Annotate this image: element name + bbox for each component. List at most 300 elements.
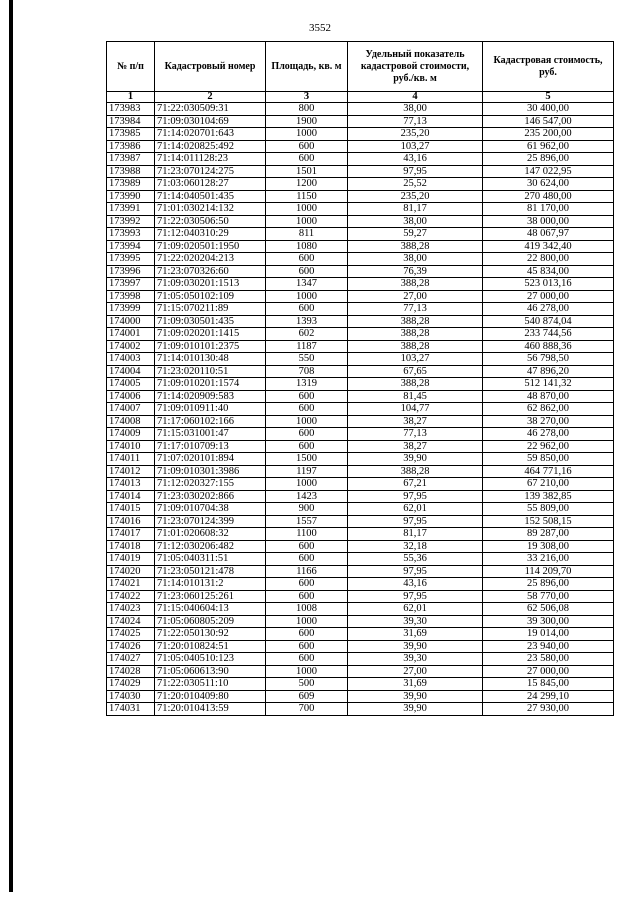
cadastral-value-cell: 55 809,00 xyxy=(483,503,614,516)
table-row xyxy=(107,353,614,366)
cadastral-value-cell: 540 874,04 xyxy=(483,315,614,328)
cadastral-number-cell: 71:09:010704:38 xyxy=(155,503,266,516)
area-cell: 600 xyxy=(266,553,348,566)
header-cadastral-value: Кадастровая стоимость, руб. xyxy=(483,42,614,92)
cadastral-value-cell: 25 896,00 xyxy=(483,578,614,591)
row-number-cell: 174014 xyxy=(107,490,155,503)
area-cell: 600 xyxy=(266,253,348,266)
cadastral-value-cell: 23 580,00 xyxy=(483,653,614,666)
table-row xyxy=(107,290,614,303)
row-number-cell: 174026 xyxy=(107,640,155,653)
area-cell: 600 xyxy=(266,153,348,166)
cadastral-value-cell: 27 000,00 xyxy=(483,665,614,678)
unit-rate-cell: 39,90 xyxy=(348,640,483,653)
cadastral-value-cell: 512 141,32 xyxy=(483,378,614,391)
unit-rate-cell: 59,27 xyxy=(348,228,483,241)
row-number-cell: 174010 xyxy=(107,440,155,453)
row-number-cell: 173997 xyxy=(107,278,155,291)
table-row xyxy=(107,440,614,453)
cadastral-number-cell: 71:14:010131:2 xyxy=(155,578,266,591)
cadastral-value-cell: 46 278,00 xyxy=(483,303,614,316)
cadastral-number-cell: 71:23:070124:399 xyxy=(155,515,266,528)
unit-rate-cell: 97,95 xyxy=(348,590,483,603)
cadastral-value-cell: 39 300,00 xyxy=(483,615,614,628)
unit-rate-cell: 55,36 xyxy=(348,553,483,566)
table-row xyxy=(107,265,614,278)
row-number-cell: 173983 xyxy=(107,103,155,116)
cadastral-number-cell: 71:23:020110:51 xyxy=(155,365,266,378)
row-number-cell: 174000 xyxy=(107,315,155,328)
cadastral-value-cell: 48 870,00 xyxy=(483,390,614,403)
row-number-cell: 174028 xyxy=(107,665,155,678)
column-number: 5 xyxy=(483,92,614,103)
table-row xyxy=(107,278,614,291)
area-cell: 1319 xyxy=(266,378,348,391)
cadastral-value-cell: 15 845,00 xyxy=(483,678,614,691)
area-cell: 500 xyxy=(266,678,348,691)
row-number-cell: 174011 xyxy=(107,453,155,466)
table-row xyxy=(107,253,614,266)
unit-rate-cell: 43,16 xyxy=(348,153,483,166)
unit-rate-cell: 25,52 xyxy=(348,178,483,191)
area-cell: 1166 xyxy=(266,565,348,578)
row-number-cell: 174020 xyxy=(107,565,155,578)
row-number-cell: 173994 xyxy=(107,240,155,253)
area-cell: 708 xyxy=(266,365,348,378)
cadastral-value-cell: 45 834,00 xyxy=(483,265,614,278)
cadastral-number-cell: 71:14:020909:583 xyxy=(155,390,266,403)
table-row xyxy=(107,503,614,516)
unit-rate-cell: 31,69 xyxy=(348,678,483,691)
area-cell: 1900 xyxy=(266,115,348,128)
row-number-cell: 174015 xyxy=(107,503,155,516)
area-cell: 1080 xyxy=(266,240,348,253)
cadastral-number-cell: 71:09:020501:1950 xyxy=(155,240,266,253)
cadastral-number-cell: 71:23:070124:275 xyxy=(155,165,266,178)
table-row xyxy=(107,590,614,603)
area-cell: 1000 xyxy=(266,615,348,628)
row-number-cell: 174023 xyxy=(107,603,155,616)
unit-rate-cell: 32,18 xyxy=(348,540,483,553)
column-number: 2 xyxy=(155,92,266,103)
table-row xyxy=(107,303,614,316)
cadastral-number-cell: 71:17:060102:166 xyxy=(155,415,266,428)
row-number-cell: 173988 xyxy=(107,165,155,178)
table-row xyxy=(107,415,614,428)
area-cell: 1150 xyxy=(266,190,348,203)
table-row xyxy=(107,578,614,591)
row-number-cell: 173992 xyxy=(107,215,155,228)
area-cell: 1500 xyxy=(266,453,348,466)
cadastral-number-cell: 71:14:020825:492 xyxy=(155,140,266,153)
area-cell: 600 xyxy=(266,403,348,416)
cadastral-value-cell: 523 013,16 xyxy=(483,278,614,291)
table-row xyxy=(107,478,614,491)
row-number-cell: 174013 xyxy=(107,478,155,491)
cadastral-value-cell: 19 014,00 xyxy=(483,628,614,641)
cadastral-value-cell: 460 888,36 xyxy=(483,340,614,353)
row-number-cell: 174006 xyxy=(107,390,155,403)
row-number-cell: 174024 xyxy=(107,615,155,628)
column-number-row xyxy=(107,92,614,103)
table-row xyxy=(107,378,614,391)
table-row xyxy=(107,553,614,566)
cadastral-value-cell: 33 216,00 xyxy=(483,553,614,566)
cadastral-number-cell: 71:12:020327:155 xyxy=(155,478,266,491)
row-number-cell: 174016 xyxy=(107,515,155,528)
table-row xyxy=(107,315,614,328)
table-row xyxy=(107,365,614,378)
row-number-cell: 174001 xyxy=(107,328,155,341)
header-area: Площадь, кв. м xyxy=(266,42,348,92)
cadastral-value-cell: 38 000,00 xyxy=(483,215,614,228)
area-cell: 1008 xyxy=(266,603,348,616)
table-row xyxy=(107,678,614,691)
cadastral-value-cell: 61 962,00 xyxy=(483,140,614,153)
row-number-cell: 174031 xyxy=(107,703,155,716)
area-cell: 1000 xyxy=(266,215,348,228)
unit-rate-cell: 27,00 xyxy=(348,290,483,303)
area-cell: 1347 xyxy=(266,278,348,291)
cadastral-number-cell: 71:23:050121:478 xyxy=(155,565,266,578)
cadastral-value-cell: 30 400,00 xyxy=(483,103,614,116)
unit-rate-cell: 39,90 xyxy=(348,453,483,466)
row-number-cell: 174029 xyxy=(107,678,155,691)
area-cell: 1000 xyxy=(266,665,348,678)
cadastral-value-cell: 30 624,00 xyxy=(483,178,614,191)
cadastral-value-cell: 419 342,40 xyxy=(483,240,614,253)
unit-rate-cell: 388,28 xyxy=(348,278,483,291)
unit-rate-cell: 81,45 xyxy=(348,390,483,403)
cadastral-number-cell: 71:09:030501:435 xyxy=(155,315,266,328)
cadastral-value-cell: 58 770,00 xyxy=(483,590,614,603)
column-number: 3 xyxy=(266,92,348,103)
unit-rate-cell: 77,13 xyxy=(348,428,483,441)
area-cell: 600 xyxy=(266,428,348,441)
area-cell: 1501 xyxy=(266,165,348,178)
cadastral-value-cell: 19 308,00 xyxy=(483,540,614,553)
header-cadastral-number: Кадастровый номер xyxy=(155,42,266,92)
unit-rate-cell: 235,20 xyxy=(348,190,483,203)
cadastral-value-cell: 235 200,00 xyxy=(483,128,614,141)
table-header xyxy=(107,42,614,92)
cadastral-value-cell: 23 940,00 xyxy=(483,640,614,653)
unit-rate-cell: 39,90 xyxy=(348,690,483,703)
cadastral-value-cell: 270 480,00 xyxy=(483,190,614,203)
row-number-cell: 173984 xyxy=(107,115,155,128)
cadastral-number-cell: 71:09:030104:69 xyxy=(155,115,266,128)
table-row xyxy=(107,453,614,466)
table-row xyxy=(107,215,614,228)
area-cell: 1423 xyxy=(266,490,348,503)
cadastral-number-cell: 71:05:040510:123 xyxy=(155,653,266,666)
table-row xyxy=(107,565,614,578)
table-row xyxy=(107,203,614,216)
row-number-cell: 173993 xyxy=(107,228,155,241)
unit-rate-cell: 235,20 xyxy=(348,128,483,141)
area-cell: 1000 xyxy=(266,290,348,303)
area-cell: 600 xyxy=(266,628,348,641)
cadastral-value-cell: 464 771,16 xyxy=(483,465,614,478)
area-cell: 1000 xyxy=(266,128,348,141)
cadastral-number-cell: 71:17:010709:13 xyxy=(155,440,266,453)
cadastral-value-cell: 81 170,00 xyxy=(483,203,614,216)
column-number: 1 xyxy=(107,92,155,103)
table-row xyxy=(107,540,614,553)
cadastral-number-cell: 71:20:010413:59 xyxy=(155,703,266,716)
cadastral-value-cell: 59 850,00 xyxy=(483,453,614,466)
cadastral-value-cell: 56 798,50 xyxy=(483,353,614,366)
unit-rate-cell: 38,00 xyxy=(348,253,483,266)
row-number-cell: 174030 xyxy=(107,690,155,703)
unit-rate-cell: 388,28 xyxy=(348,240,483,253)
table-row xyxy=(107,615,614,628)
row-number-cell: 174022 xyxy=(107,590,155,603)
row-number-cell: 173987 xyxy=(107,153,155,166)
cadastral-value-cell: 233 744,56 xyxy=(483,328,614,341)
row-number-cell: 173998 xyxy=(107,290,155,303)
cadastral-number-cell: 71:05:050102:109 xyxy=(155,290,266,303)
row-number-cell: 174019 xyxy=(107,553,155,566)
table-row xyxy=(107,115,614,128)
table-row xyxy=(107,603,614,616)
header-row xyxy=(107,42,614,92)
cadastral-number-cell: 71:09:010101:2375 xyxy=(155,340,266,353)
cadastral-value-cell: 146 547,00 xyxy=(483,115,614,128)
row-number-cell: 173989 xyxy=(107,178,155,191)
cadastral-value-cell: 48 067,97 xyxy=(483,228,614,241)
area-cell: 1197 xyxy=(266,465,348,478)
cadastral-number-cell: 71:22:030509:31 xyxy=(155,103,266,116)
table-row xyxy=(107,490,614,503)
row-number-cell: 174004 xyxy=(107,365,155,378)
unit-rate-cell: 67,21 xyxy=(348,478,483,491)
cadastral-number-cell: 71:01:030214:132 xyxy=(155,203,266,216)
unit-rate-cell: 97,95 xyxy=(348,165,483,178)
cadastral-number-cell: 71:22:030511:10 xyxy=(155,678,266,691)
cadastral-value-cell: 139 382,85 xyxy=(483,490,614,503)
table-row xyxy=(107,403,614,416)
row-number-cell: 173991 xyxy=(107,203,155,216)
area-cell: 600 xyxy=(266,578,348,591)
header-unit-rate: Удельный показатель кадастровой стоимости, руб./кв. м xyxy=(348,42,483,92)
row-number-cell: 174002 xyxy=(107,340,155,353)
cadastral-value-cell: 25 896,00 xyxy=(483,153,614,166)
cadastral-value-cell: 114 209,70 xyxy=(483,565,614,578)
area-cell: 1000 xyxy=(266,203,348,216)
row-number-cell: 173990 xyxy=(107,190,155,203)
cadastral-value-cell: 38 270,00 xyxy=(483,415,614,428)
row-number-cell: 173996 xyxy=(107,265,155,278)
unit-rate-cell: 388,28 xyxy=(348,340,483,353)
row-number-cell: 174027 xyxy=(107,653,155,666)
area-cell: 1187 xyxy=(266,340,348,353)
cadastral-value-cell: 22 800,00 xyxy=(483,253,614,266)
cadastral-number-cell: 71:20:010824:51 xyxy=(155,640,266,653)
unit-rate-cell: 97,95 xyxy=(348,490,483,503)
table-row xyxy=(107,428,614,441)
cadastral-number-cell: 71:22:020204:213 xyxy=(155,253,266,266)
row-number-cell: 174009 xyxy=(107,428,155,441)
left-margin-bar xyxy=(9,0,13,892)
table-row xyxy=(107,515,614,528)
table-row xyxy=(107,240,614,253)
table-row xyxy=(107,465,614,478)
row-number-cell: 173995 xyxy=(107,253,155,266)
row-number-cell: 174003 xyxy=(107,353,155,366)
row-number-cell: 173999 xyxy=(107,303,155,316)
table-row xyxy=(107,178,614,191)
cadastral-value-cell: 89 287,00 xyxy=(483,528,614,541)
row-number-cell: 174007 xyxy=(107,403,155,416)
unit-rate-cell: 77,13 xyxy=(348,115,483,128)
area-cell: 1557 xyxy=(266,515,348,528)
table-row xyxy=(107,153,614,166)
unit-rate-cell: 31,69 xyxy=(348,628,483,641)
unit-rate-cell: 97,95 xyxy=(348,565,483,578)
area-cell: 609 xyxy=(266,690,348,703)
cadastral-value-cell: 62 506,08 xyxy=(483,603,614,616)
row-number-cell: 174005 xyxy=(107,378,155,391)
cadastral-number-cell: 71:03:060128:27 xyxy=(155,178,266,191)
area-cell: 550 xyxy=(266,353,348,366)
area-cell: 1100 xyxy=(266,528,348,541)
table-row xyxy=(107,340,614,353)
unit-rate-cell: 27,00 xyxy=(348,665,483,678)
unit-rate-cell: 39,30 xyxy=(348,615,483,628)
table-row xyxy=(107,390,614,403)
unit-rate-cell: 38,00 xyxy=(348,215,483,228)
cadastral-number-cell: 71:15:040604:13 xyxy=(155,603,266,616)
cadastral-value-cell: 147 022,95 xyxy=(483,165,614,178)
area-cell: 1200 xyxy=(266,178,348,191)
row-number-cell: 174017 xyxy=(107,528,155,541)
unit-rate-cell: 81,17 xyxy=(348,203,483,216)
area-cell: 1000 xyxy=(266,478,348,491)
cadastral-number-cell: 71:12:040310:29 xyxy=(155,228,266,241)
area-cell: 600 xyxy=(266,265,348,278)
area-cell: 600 xyxy=(266,653,348,666)
cadastral-number-cell: 71:22:030506:50 xyxy=(155,215,266,228)
cadastral-number-cell: 71:01:020608:32 xyxy=(155,528,266,541)
table-row xyxy=(107,653,614,666)
cadastral-number-cell: 71:09:020201:1415 xyxy=(155,328,266,341)
row-number-cell: 174025 xyxy=(107,628,155,641)
unit-rate-cell: 62,01 xyxy=(348,603,483,616)
cadastral-number-cell: 71:20:010409:80 xyxy=(155,690,266,703)
table-row xyxy=(107,628,614,641)
table-row xyxy=(107,528,614,541)
cadastral-value-cell: 152 508,15 xyxy=(483,515,614,528)
unit-rate-cell: 81,17 xyxy=(348,528,483,541)
cadastral-number-cell: 71:05:060613:90 xyxy=(155,665,266,678)
unit-rate-cell: 38,27 xyxy=(348,440,483,453)
cadastral-number-cell: 71:12:030206:482 xyxy=(155,540,266,553)
unit-rate-cell: 103,27 xyxy=(348,140,483,153)
table-row xyxy=(107,228,614,241)
cadastral-value-cell: 27 000,00 xyxy=(483,290,614,303)
cadastral-value-cell: 24 299,10 xyxy=(483,690,614,703)
cadastral-value-cell: 67 210,00 xyxy=(483,478,614,491)
area-cell: 602 xyxy=(266,328,348,341)
cadastral-number-cell: 71:14:040501:435 xyxy=(155,190,266,203)
cadastral-number-cell: 71:09:010301:3986 xyxy=(155,465,266,478)
table-row xyxy=(107,665,614,678)
table-row xyxy=(107,640,614,653)
area-cell: 1393 xyxy=(266,315,348,328)
table-body xyxy=(107,92,614,716)
area-cell: 600 xyxy=(266,140,348,153)
table-row xyxy=(107,103,614,116)
unit-rate-cell: 77,13 xyxy=(348,303,483,316)
cadastral-number-cell: 71:23:060125:261 xyxy=(155,590,266,603)
cadastral-number-cell: 71:07:020101:894 xyxy=(155,453,266,466)
cadastral-value-cell: 27 930,00 xyxy=(483,703,614,716)
cadastral-number-cell: 71:23:070326:60 xyxy=(155,265,266,278)
unit-rate-cell: 103,27 xyxy=(348,353,483,366)
cadastral-number-cell: 71:14:010130:48 xyxy=(155,353,266,366)
cadastral-number-cell: 71:09:010201:1574 xyxy=(155,378,266,391)
area-cell: 811 xyxy=(266,228,348,241)
unit-rate-cell: 388,28 xyxy=(348,465,483,478)
area-cell: 1000 xyxy=(266,415,348,428)
unit-rate-cell: 388,28 xyxy=(348,328,483,341)
table-row xyxy=(107,703,614,716)
area-cell: 600 xyxy=(266,440,348,453)
cadastral-number-cell: 71:09:010911:40 xyxy=(155,403,266,416)
area-cell: 900 xyxy=(266,503,348,516)
area-cell: 600 xyxy=(266,390,348,403)
row-number-cell: 174018 xyxy=(107,540,155,553)
cadastral-number-cell: 71:15:031001:47 xyxy=(155,428,266,441)
unit-rate-cell: 43,16 xyxy=(348,578,483,591)
area-cell: 600 xyxy=(266,540,348,553)
unit-rate-cell: 38,27 xyxy=(348,415,483,428)
cadastral-value-cell: 46 278,00 xyxy=(483,428,614,441)
cadastral-number-cell: 71:15:070211:89 xyxy=(155,303,266,316)
area-cell: 600 xyxy=(266,303,348,316)
area-cell: 800 xyxy=(266,103,348,116)
cadastral-value-table xyxy=(106,41,614,716)
unit-rate-cell: 388,28 xyxy=(348,378,483,391)
area-cell: 600 xyxy=(266,590,348,603)
area-cell: 700 xyxy=(266,703,348,716)
cadastral-value-cell: 22 962,00 xyxy=(483,440,614,453)
unit-rate-cell: 67,65 xyxy=(348,365,483,378)
row-number-cell: 174012 xyxy=(107,465,155,478)
table-row xyxy=(107,328,614,341)
unit-rate-cell: 76,39 xyxy=(348,265,483,278)
cadastral-number-cell: 71:14:011128:23 xyxy=(155,153,266,166)
unit-rate-cell: 39,30 xyxy=(348,653,483,666)
row-number-cell: 174021 xyxy=(107,578,155,591)
header-row-number: № п/п xyxy=(107,42,155,92)
unit-rate-cell: 388,28 xyxy=(348,315,483,328)
cadastral-number-cell: 71:05:040311:51 xyxy=(155,553,266,566)
row-number-cell: 173985 xyxy=(107,128,155,141)
unit-rate-cell: 38,00 xyxy=(348,103,483,116)
cadastral-number-cell: 71:05:060805:209 xyxy=(155,615,266,628)
table-row xyxy=(107,128,614,141)
unit-rate-cell: 104,77 xyxy=(348,403,483,416)
unit-rate-cell: 39,90 xyxy=(348,703,483,716)
cadastral-number-cell: 71:23:030202:866 xyxy=(155,490,266,503)
unit-rate-cell: 62,01 xyxy=(348,503,483,516)
column-number: 4 xyxy=(348,92,483,103)
cadastral-value-cell: 47 896,20 xyxy=(483,365,614,378)
cadastral-number-cell: 71:22:050130:92 xyxy=(155,628,266,641)
table-row xyxy=(107,690,614,703)
